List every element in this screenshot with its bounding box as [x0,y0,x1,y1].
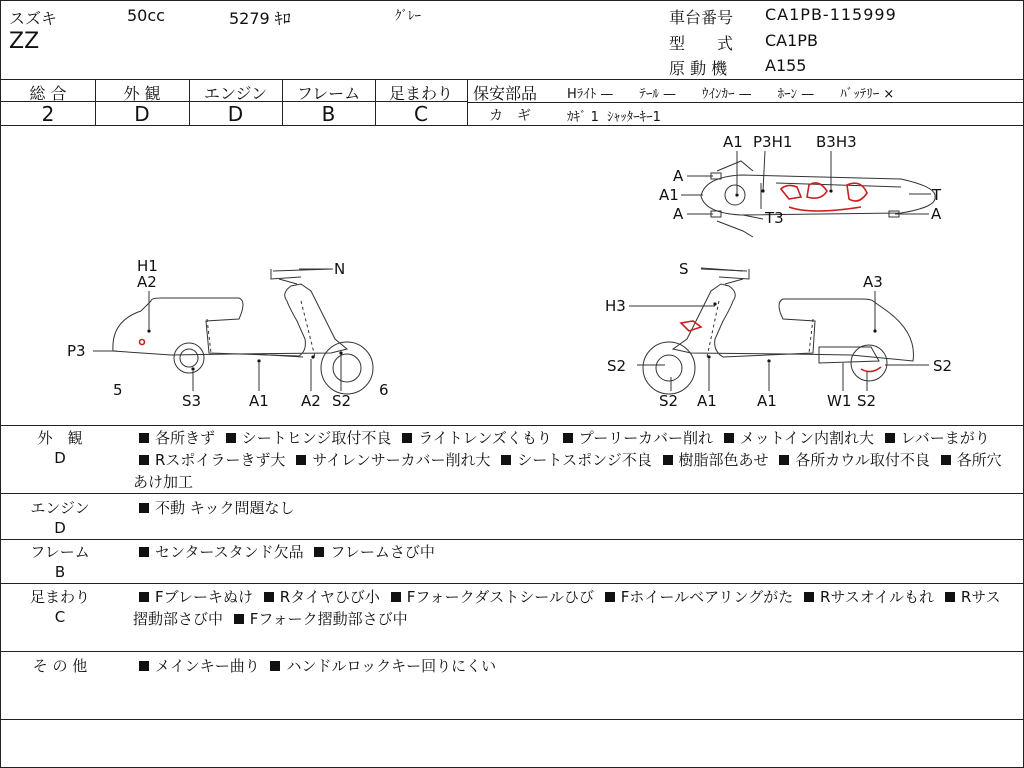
bullet-icon [885,433,895,443]
remark-item: 樹脂部色あせ [678,451,774,469]
bullet-icon [724,433,734,443]
diagram-label: A [931,205,942,223]
section-grade: D [54,449,66,467]
section-label: 足まわり [29,588,90,606]
bullet-icon [391,592,401,602]
remark-item: プーリーカバー削れ [578,429,718,447]
remark-item: シートヒンジ取付不良 [241,429,397,447]
remark-item: 各所カウル取付不良 [795,451,935,469]
bullet-icon [945,592,955,602]
diagram-label: W1 [827,392,852,410]
section-remarks [133,427,1013,493]
safety-parts-label: 保安部品 [473,84,538,103]
remark-item: Rスポイラーきず大 [155,451,291,469]
diagram-label: H1 [137,257,158,275]
bullet-icon [501,455,511,465]
divider [467,102,1023,103]
divider [467,79,468,125]
diagram-label: A1 [723,133,743,151]
frame-grade-label: フレーム [296,84,361,103]
remark-item: メインキー曲り [155,657,265,675]
divider [1,79,1023,80]
remark-item: 各所きず [155,429,220,447]
divider [1,583,1023,584]
engine-grade-label: エンジン [203,84,268,103]
engine-model-value: A155 [765,56,807,75]
chassis-label: 車台番号 [669,8,734,27]
type-value: CA1PB [765,31,818,50]
type-label: 型 式 [669,34,734,53]
remark-item: Rタイヤひび小 [279,588,385,606]
bullet-icon [563,433,573,443]
engine-grade-value: D [227,102,244,126]
diagram-label: A [673,167,684,185]
diagram-label: A3 [863,273,883,291]
leader-lines [93,151,931,391]
bullet-icon [139,455,149,465]
suspension-grade-label: 足まわり [388,84,453,103]
remark-item: センタースタンド欠品 [155,543,309,561]
bullet-icon [139,661,149,671]
section-label: 外 観 [37,429,83,447]
divider [1,493,1023,494]
bullet-icon [139,503,149,513]
diagram-label: P3 [67,342,86,360]
bullet-icon [139,433,149,443]
divider [1,651,1023,652]
body-color: ｸﾞﾚｰ [395,9,421,24]
remark-item: Fフォーク摺動部さび中 [249,610,408,628]
bullet-icon [226,433,236,443]
bullet-icon [234,614,244,624]
section-remarks [133,655,1013,677]
diagram-label: A2 [137,273,157,291]
section-label: エンジン [30,499,90,517]
exterior-grade-value: D [134,102,150,126]
diagram-label: H3 [605,297,626,315]
diagram-label: A1 [659,186,679,204]
engine-model-label: 原 動 機 [669,59,728,78]
remark-item: Rサス摺動部さび中 [133,588,1001,628]
frame-grade-value: B [321,102,336,126]
remark-item: シートスポンジ不良 [517,451,657,469]
remark-item: 不動 キック問題なし [155,499,295,517]
diagram-label: S2 [933,357,953,375]
diagram-label: S2 [659,392,679,410]
section-grade: B [54,563,66,581]
bullet-icon [296,455,306,465]
diagram-label: A2 [301,392,321,410]
remark-item: フレームさび中 [330,543,435,561]
key-label: カ ギ [489,108,531,124]
overall-grade-label: 総 合 [29,84,67,103]
remark-item: ライトレンズくもり [418,429,557,447]
diagram-label: A1 [757,392,777,410]
diagram-label: A [673,205,684,223]
section-label: フレーム [30,543,90,561]
model-name: ZZ [9,29,40,54]
divider [1,719,1023,720]
bullet-icon [779,455,789,465]
bullet-icon [605,592,615,602]
diagram-label: A1 [697,392,717,410]
mileage: 5279 ｷﾛ [229,9,291,28]
diagram-label: S [679,260,689,278]
displacement: 50cc [127,6,165,25]
diagram-label: T3 [765,209,784,227]
diagram-label: S2 [857,392,877,410]
bullet-icon [139,547,149,557]
remark-item: サイレンサーカバー削れ大 [312,451,496,469]
diagram-label: N [334,260,346,278]
section-remarks [133,586,1013,630]
bullet-icon [139,592,149,602]
safety-parts-items: Hﾗｲﾄ — ﾃｰﾙ — ｳｲﾝｶｰ — ﾎｰﾝ — ﾊﾞｯﾃﾘｰ × [567,87,895,102]
divider [1,539,1023,540]
bullet-icon [663,455,673,465]
diagram-label: S3 [182,392,202,410]
diagram-label: 5 [113,381,123,399]
divider [1,425,1023,426]
scooter-top-view [701,161,935,237]
remark-item: Fホイールベアリングがた [620,588,798,606]
remark-item: Fブレーキぬけ [155,588,258,606]
remark-item: 各所穴あけ加工 [133,451,1002,491]
remark-item: ハンドルロックキー回りにくい [286,657,497,675]
key-value: ｶｷﾞ 1 ｼｬｯﾀｰｷｰ1 [567,110,661,125]
section-label: そ の 他 [32,657,88,675]
diagram-label: B3H3 [816,133,857,151]
bullet-icon [402,433,412,443]
exterior-grade-label: 外 観 [123,84,161,103]
suspension-grade-value: C [414,102,428,126]
section-grade: D [54,519,66,537]
remark-item: Rサスオイルもれ [819,588,939,606]
diagram-label: 6 [379,381,389,399]
section-remarks [133,497,1013,519]
bullet-icon [804,592,814,602]
diagram-label: T [932,186,942,204]
section-remarks [133,541,1013,563]
remark-item: メットイン内割れ大 [739,429,879,447]
bullet-icon [314,547,324,557]
remark-item: レバーまがり [900,429,990,447]
chassis-value: CA1PB-115999 [765,5,897,24]
maker: スズキ [9,9,58,28]
remark-item: Fフォークダストシールひび [406,588,599,606]
diagram-label: P3H1 [753,133,793,151]
diagram-label: A1 [249,392,269,410]
bullet-icon [264,592,274,602]
bullet-icon [270,661,280,671]
bullet-icon [941,455,951,465]
diagram-label: S2 [607,357,627,375]
section-grade: C [54,608,66,626]
overall-grade-value: 2 [41,102,55,126]
diagram-label: S2 [332,392,352,410]
